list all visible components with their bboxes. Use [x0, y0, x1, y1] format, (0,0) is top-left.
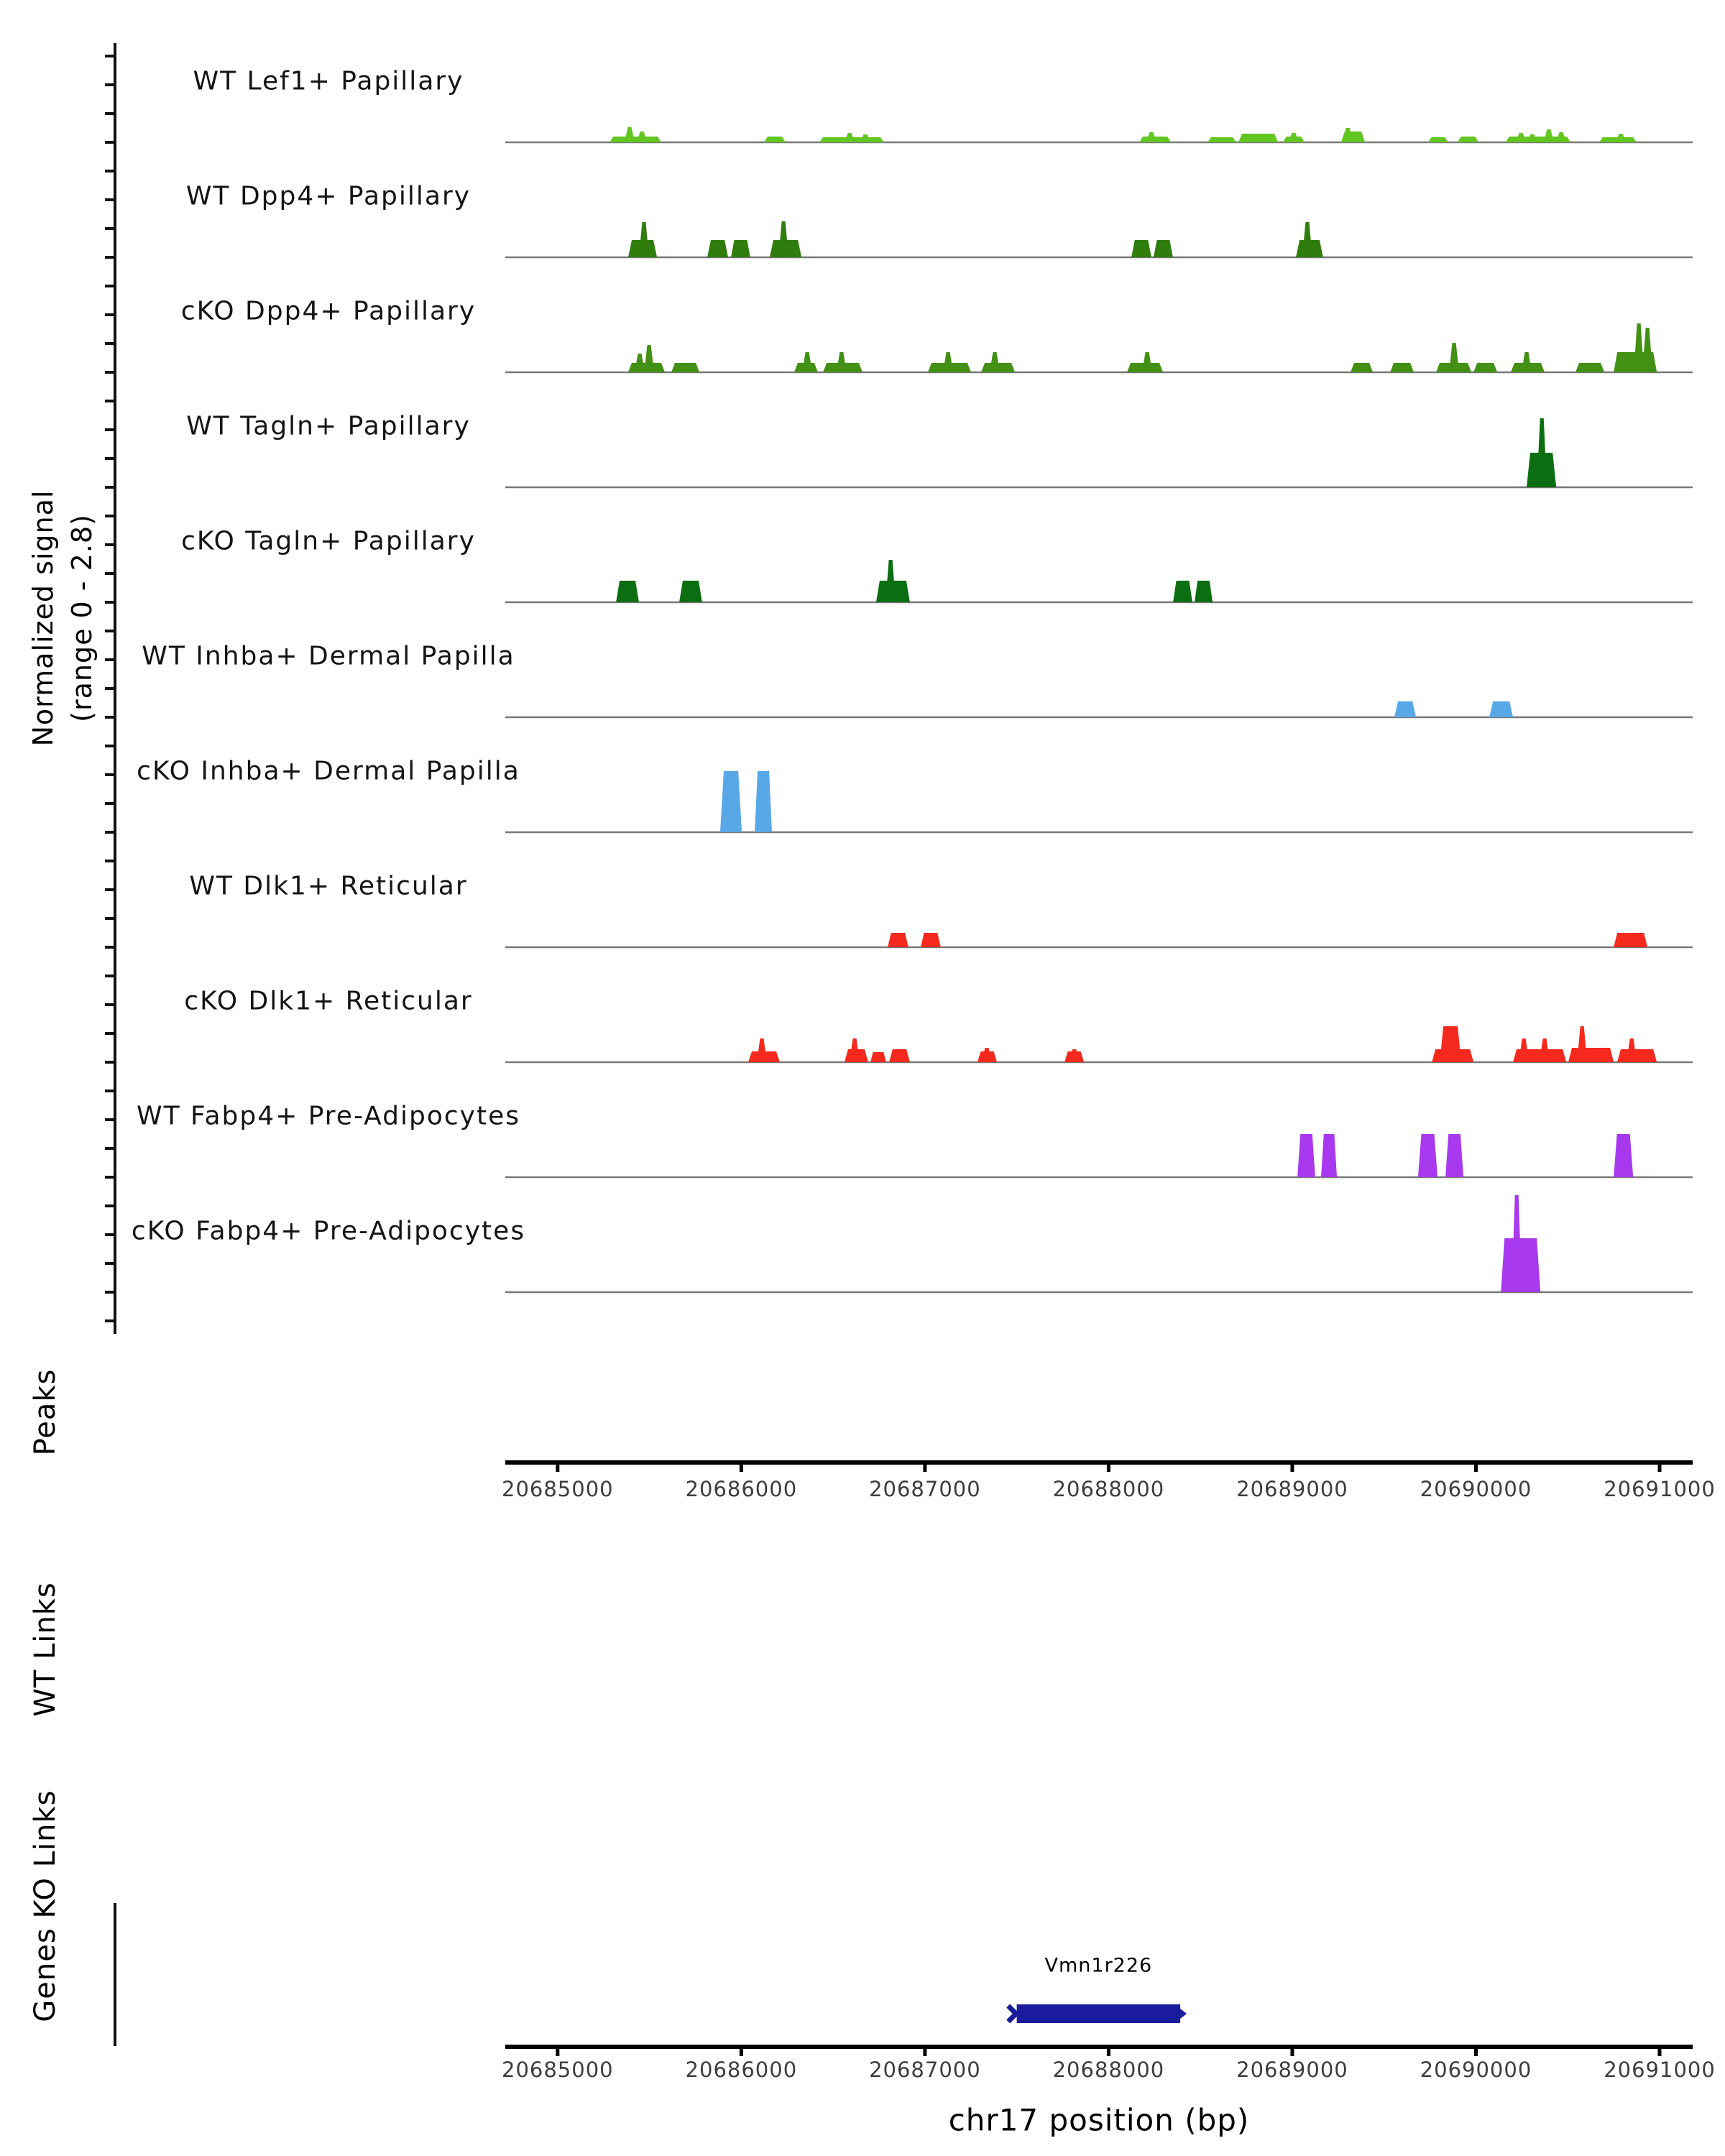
signal-peak [671, 363, 699, 372]
bottom-x-axis-tick-label: 20688000 [1052, 2058, 1165, 2082]
signal-peak [1445, 1134, 1463, 1177]
gene-end-arrow-icon [1180, 2009, 1187, 2019]
y-axis-title [24, 490, 102, 747]
track-label: WT Dlk1+ Reticular [189, 871, 468, 901]
y-axis-title-line2: (range 0 - 2.8) [66, 514, 98, 722]
bottom-x-axis-tick-label: 20689000 [1236, 2058, 1348, 2082]
signal-peak [1428, 137, 1448, 142]
signal-spike [990, 352, 1000, 372]
section-label-genes: Genes [29, 1927, 62, 2022]
bottom-x-axis-tick-label: 20691000 [1604, 2058, 1716, 2082]
signal-spike [625, 127, 635, 142]
signal-peak [764, 137, 786, 142]
signal-peak [1614, 933, 1647, 947]
signal-spike [757, 1038, 767, 1062]
signal-peak [1473, 363, 1497, 372]
peaks-x-axis-tick-label: 20685000 [502, 1477, 614, 1501]
signal-peak [921, 933, 941, 947]
signal-peak [1351, 363, 1373, 372]
track-label: cKO Fabp4+ Pre-Adipocytes [131, 1216, 526, 1246]
bottom-x-axis-tick-label: 20686000 [685, 2058, 798, 2082]
signal-peak [870, 1052, 886, 1062]
section-label-ko-links: KO Links [29, 1789, 62, 1919]
track-label: WT Tagln+ Papillary [186, 411, 471, 441]
y-axis-title-line1: Normalized signal [27, 489, 60, 747]
section-label-wt-links: WT Links [29, 1582, 62, 1717]
signal-spike [1544, 129, 1554, 142]
peaks-x-axis-tick-label: 20687000 [869, 1477, 981, 1501]
signal-spike [639, 222, 649, 257]
signal-peak [1489, 701, 1513, 717]
signal-peak [679, 581, 702, 602]
track-label: cKO Dlk1+ Reticular [184, 986, 473, 1016]
track-label: WT Dpp4+ Papillary [185, 181, 472, 211]
signal-peak [1390, 363, 1414, 372]
signal-spike [802, 352, 812, 372]
signal-peak [1394, 701, 1416, 717]
bottom-x-axis-tick-label: 20690000 [1420, 2058, 1532, 2082]
signal-peak [889, 1049, 910, 1062]
bottom-x-axis-tick-label: 20687000 [869, 2058, 981, 2082]
track-label: cKO Dpp4+ Papillary [180, 296, 477, 326]
peaks-x-axis-tick-label: 20690000 [1420, 1477, 1532, 1501]
signal-peak [1576, 363, 1604, 372]
track-label: cKO Tagln+ Papillary [181, 526, 476, 556]
signal-peak [888, 933, 908, 947]
peaks-x-axis-tick-label: 20691000 [1604, 1477, 1716, 1501]
peaks-x-axis-tick-label: 20688000 [1052, 1477, 1165, 1501]
signal-peak [1238, 134, 1278, 142]
signal-peak [616, 581, 639, 602]
signal-peak [1440, 1026, 1461, 1062]
track-label: WT Inhba+ Dermal Papilla [142, 641, 515, 671]
signal-peak [1131, 240, 1151, 257]
signal-spike [1577, 1026, 1587, 1062]
signal-peak [1418, 1134, 1438, 1177]
signal-peak [610, 137, 661, 142]
bottom-x-axis-tick-label: 20685000 [502, 2058, 614, 2082]
signal-spike [837, 352, 847, 372]
signal-peak [720, 771, 742, 832]
signal-peak [731, 240, 750, 257]
signal-peak [755, 771, 772, 832]
x-axis-title: chr17 position (bp) [948, 2102, 1250, 2138]
signal-peak [1458, 137, 1478, 142]
signal-spike [1642, 328, 1652, 372]
signal-peak [1208, 137, 1236, 142]
signal-spike [943, 352, 953, 372]
signal-spike [644, 345, 654, 372]
peaks-x-axis-tick-label: 20686000 [685, 1477, 798, 1501]
signal-spike [1302, 222, 1312, 257]
signal-peak [1321, 1134, 1337, 1177]
signal-peak [1617, 1049, 1657, 1062]
signal-peak [1173, 581, 1192, 602]
signal-peak [1297, 1134, 1315, 1177]
signal-spike [1634, 323, 1644, 372]
signal-spike [778, 221, 788, 257]
signal-spike [1142, 352, 1152, 372]
gene-strand-arrow-icon [1008, 2006, 1016, 2022]
signal-peak [1568, 1048, 1614, 1062]
signal-peak [1154, 240, 1173, 257]
peaks-x-axis-tick-label: 20689000 [1236, 1477, 1348, 1501]
track-label: WT Lef1+ Papillary [193, 66, 464, 96]
signal-peak [1614, 1134, 1633, 1177]
gene-body [1017, 2004, 1180, 2023]
track-label: cKO Inhba+ Dermal Papilla [137, 756, 520, 786]
gene-name-label: Vmn1r226 [1044, 1954, 1153, 1977]
signal-peak [1195, 581, 1213, 602]
track-label: WT Fabp4+ Pre-Adipocytes [137, 1101, 520, 1131]
section-label-peaks: Peaks [29, 1368, 62, 1456]
signal-peak [707, 240, 728, 257]
signal-spike [1522, 352, 1532, 372]
signal-spike [1449, 343, 1459, 372]
